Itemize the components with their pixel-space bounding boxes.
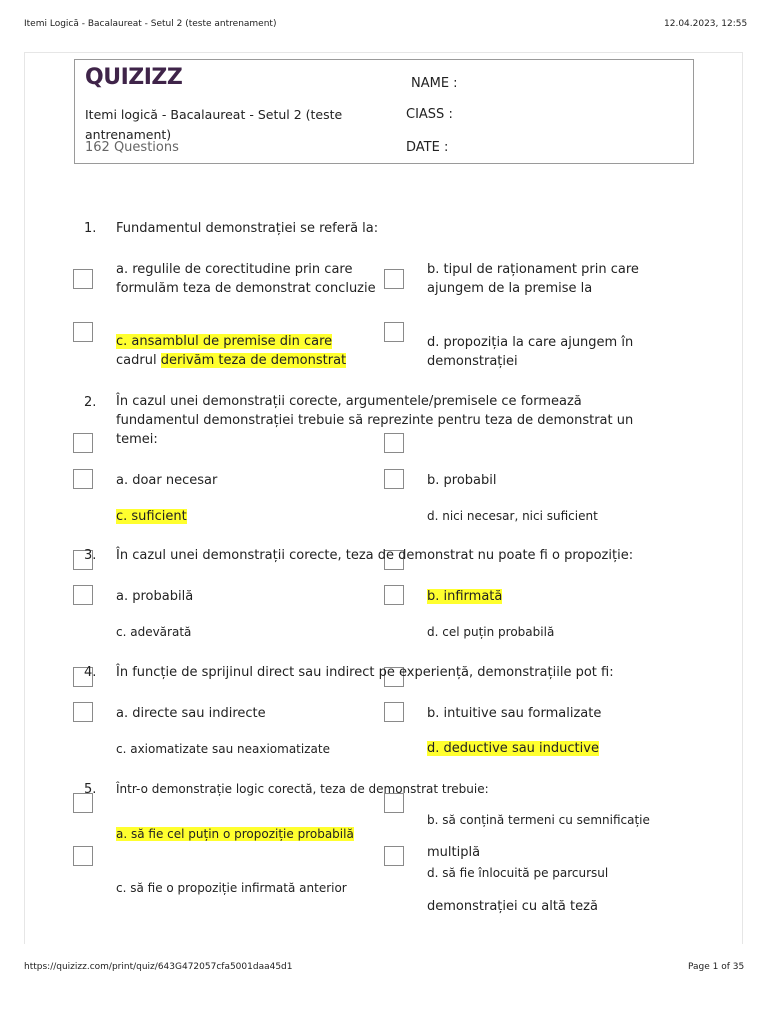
answer-c-highlight: c. suficient — [116, 509, 187, 524]
answer-b: b. probabil — [427, 473, 497, 488]
answer-c — [116, 332, 378, 370]
quizizz-logo: QUIZIZZ — [85, 65, 183, 90]
answer-b: b. tipul de raționament prin care ajungem de la premise la — [427, 262, 639, 296]
answer-c-checkbox[interactable] — [73, 322, 93, 342]
date-label: DATE : — [406, 140, 449, 155]
answer-a-checkbox[interactable] — [73, 702, 93, 722]
answer-b: b. intuitive sau formalizate — [427, 706, 602, 721]
answer-b-line2: multiplă — [427, 845, 481, 860]
question-text: Fundamentul demonstrației se referă la: — [116, 221, 379, 236]
answer-a-checkbox[interactable] — [73, 469, 93, 489]
question-text: În cazul unei demonstrații corecte, argumentele/premisele ce formează fundamentul demonstrației trebuie să reprezinte pentru teza de demonstrat un temei: — [116, 394, 634, 447]
question-number: 4. — [84, 665, 97, 680]
print-footer-url: https://quizizz.com/print/quiz/643G472057cfa5001daa45d1 — [24, 962, 293, 972]
answer-d-line2: demonstrației cu altă teză — [427, 899, 598, 914]
answer-a: a. probabilă — [116, 589, 194, 604]
answer-d-checkbox[interactable] — [384, 846, 404, 866]
answer-a — [116, 825, 354, 844]
question-text: În cazul unei demonstrații corecte, teza de demonstrat nu poate fi o propoziție: — [116, 548, 634, 563]
answer-d: d. cel puțin probabilă — [427, 625, 555, 639]
answer-d-line1: d. să fie înlocuită pe parcursul — [427, 866, 609, 880]
answer-a-checkbox[interactable] — [73, 585, 93, 605]
answer-d-checkbox[interactable] — [384, 322, 404, 342]
answer-a: a. directe sau indirecte — [116, 706, 266, 721]
answer-c: c. adevărată — [116, 625, 192, 639]
answer-c: c. să fie o propoziție infirmată anterior — [116, 881, 347, 895]
answer-b-highlight: b. infirmată — [427, 589, 503, 604]
answer-d: d. propoziția la care ajungem în demonstrației — [427, 335, 634, 369]
print-header-title: Itemi Logică - Bacalaureat - Setul 2 (teste antrenament) — [24, 19, 277, 29]
answer-c — [116, 507, 187, 526]
answer-d-highlight: d. deductive sau inductive — [427, 741, 599, 756]
answer-b-checkbox[interactable] — [384, 469, 404, 489]
name-label: NAME : — [411, 76, 458, 91]
question-count: 162 Questions — [85, 140, 179, 155]
answer-d: d. nici necesar, nici suficient — [427, 509, 598, 523]
answer-a: a. regulile de corectitudine prin care formulăm teza de demonstrat concluzie — [116, 262, 376, 296]
answer-b-checkbox[interactable] — [384, 585, 404, 605]
question-number: 1. — [84, 221, 97, 236]
answer-a-checkbox[interactable] — [73, 269, 93, 289]
answer-a-highlight: a. să fie cel puțin o propoziție probabilă — [116, 827, 354, 841]
answer-c-highlight: c. ansamblul de premise din care — [116, 334, 333, 349]
checkbox[interactable] — [384, 433, 404, 453]
question-number: 3. — [84, 548, 97, 563]
answer-c: c. axiomatizate sau neaxiomatizate — [116, 742, 330, 756]
answer-b-line1: b. să conțină termeni cu semnificație — [427, 813, 650, 827]
answer-c-checkbox[interactable] — [73, 846, 93, 866]
question-number: 5. — [84, 782, 97, 797]
answer-c-text: cadrul — [116, 353, 157, 368]
question-text: În funcție de sprijinul direct sau indirect pe experiență, demonstrațiile pot fi: — [116, 665, 614, 680]
print-header-datetime: 12.04.2023, 12:55 — [664, 19, 748, 29]
answer-c-highlight: derivăm teza de demonstrat — [160, 353, 347, 368]
checkbox[interactable] — [73, 433, 93, 453]
quiz-header — [74, 59, 694, 164]
answer-b-checkbox[interactable] — [384, 269, 404, 289]
answer-d — [427, 739, 599, 758]
answer-b-checkbox[interactable] — [384, 702, 404, 722]
question-number: 2. — [84, 395, 97, 410]
print-footer-page: Page 1 of 35 — [688, 962, 745, 972]
question-text: Într-o demonstrație logic corectă, teza de demonstrat trebuie: — [116, 782, 489, 796]
class-label: CIASS : — [406, 107, 453, 122]
answer-a: a. doar necesar — [116, 473, 218, 488]
quiz-title: Itemi logică - Bacalaureat - Setul 2 (teste antrenament) — [85, 107, 343, 142]
answer-b — [427, 587, 502, 606]
